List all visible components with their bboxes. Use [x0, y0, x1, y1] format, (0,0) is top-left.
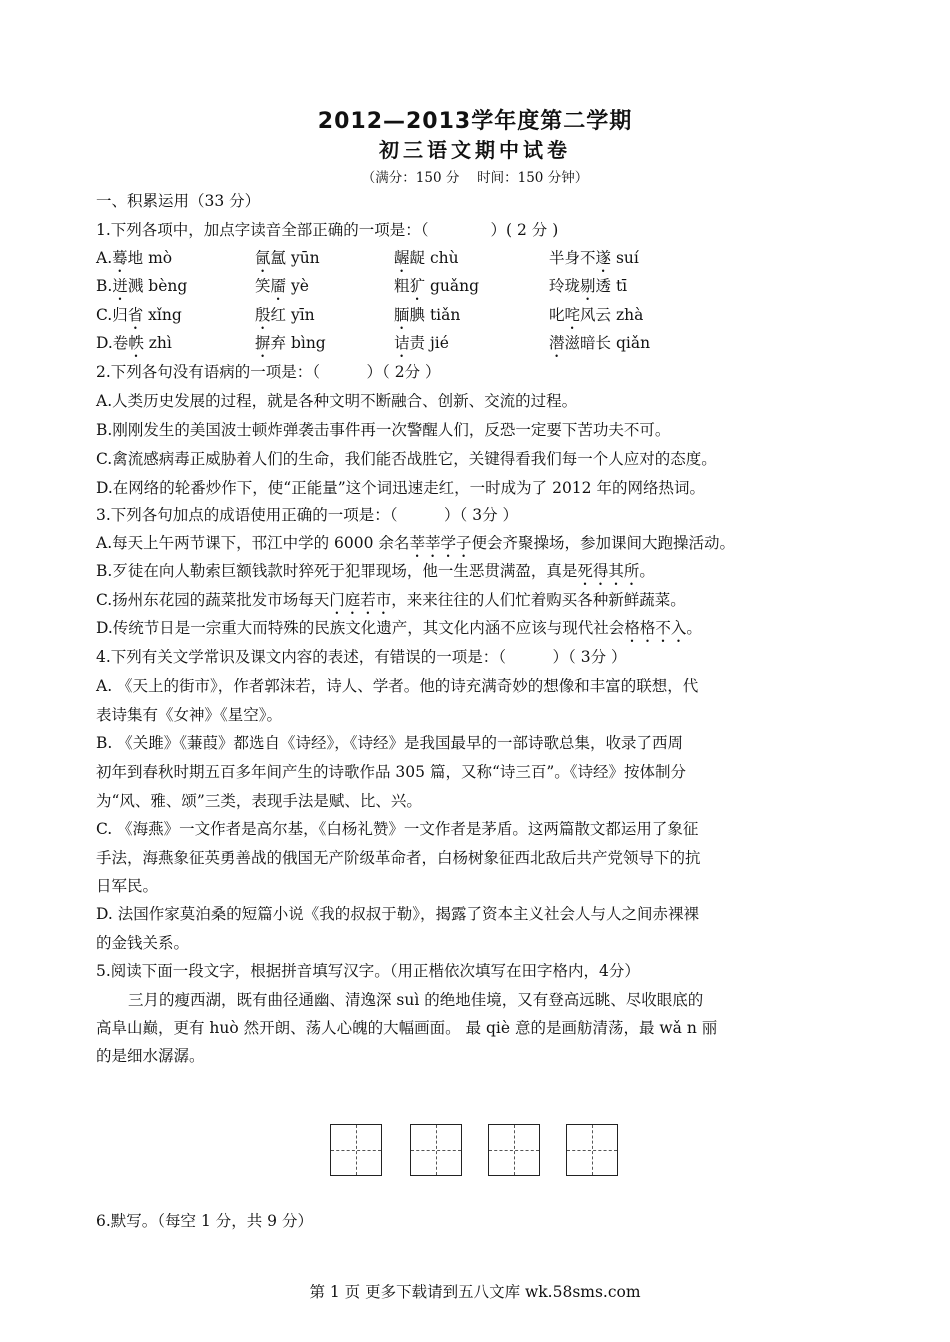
section-heading: 一、积累运用（33 分）	[96, 192, 261, 210]
q3-option-c: C.扬州东花园的蔬菜批发市场每天门庭若市，来来往往的人们忙着购买各种新鲜蔬菜。	[96, 591, 686, 609]
q1-option-d-item: 摒弃 bìng	[255, 334, 326, 352]
emphasized-char: 摒	[255, 334, 271, 352]
q1-option-c-item: 叱咤风云 zhà	[549, 306, 644, 324]
q2-option-a: A.人类历史发展的过程，就是各种文明不断融合、创新、交流的过程。	[96, 392, 578, 410]
q3-stem: 3.下列各句加点的成语使用正确的一项是：（ ）（ 3分 ）	[96, 506, 519, 524]
q4-option-d-line2: 的金钱关系。	[96, 934, 190, 952]
q1-option-a-item: 氤氲 yūn	[255, 249, 320, 267]
q2-option-b: B.刚刚发生的美国波士顿炸弹袭击事件再一次警醒人们，反恐一定要下苦功夫不可。	[96, 421, 671, 439]
exam-title: 2012—2013学年度第二学期	[317, 109, 633, 134]
q1-option-b-item: 笑靥 yè	[255, 277, 309, 295]
q1-option-c-item: 腼腆 tiǎn	[394, 306, 461, 324]
q1-option-d-item: D.卷帙 zhì	[96, 334, 172, 352]
answer-grid-cell[interactable]	[330, 1124, 382, 1176]
emphasized-char: 犷	[409, 277, 426, 295]
emphasized-idiom: 莘莘学子	[409, 534, 472, 552]
answer-grid-cell[interactable]	[410, 1124, 462, 1176]
q5-passage-line1: 三月的瘦西湖，既有曲径通幽、清逸深 suì 的绝地佳境，又有登高远眺、尽收眼底的	[128, 991, 704, 1009]
q1-option-a-item: A.蓦地 mò	[96, 249, 173, 267]
q5-passage-line2: 高阜山巅，更有 huò 然开朗、荡人心魄的大幅画面。 最 qiè 意的是画舫清荡，最 wǎ n 丽	[96, 1019, 718, 1037]
q5-stem: 5.阅读下面一段文字，根据拼音填写汉字。（用正楷依次填写在田字格内，4分）	[96, 962, 640, 980]
emphasized-char: 靥	[270, 277, 287, 295]
emphasized-idiom: 门庭若市	[329, 591, 392, 609]
q4-stem: 4.下列有关文学常识及课文内容的表述，有错误的一项是：（ ）（ 3分 ）	[96, 648, 627, 666]
q2-stem: 2.下列各句没有语病的一项是：（ ）（ 2分 ）	[96, 363, 441, 381]
answer-grid-cell[interactable]	[488, 1124, 540, 1176]
emphasized-char: 氤	[255, 249, 271, 267]
emphasized-char: 诘	[394, 334, 410, 352]
q3-option-a: A.每天上午两节课下，邗江中学的 6000 余名莘莘学子便会齐聚操场，参加课间大跑操活动。	[96, 534, 735, 552]
answer-grid-cell[interactable]	[566, 1124, 618, 1176]
emphasized-char: 蓦	[112, 249, 128, 267]
q1-option-d-item: 诘责 jié	[394, 334, 449, 352]
q4-option-d-line1: D. 法国作家莫泊桑的短篇小说《我的叔叔于勒》，揭露了资本主义社会人与人之间赤裸裸	[96, 905, 699, 923]
q1-option-b-item: B.迸溅 bèng	[96, 277, 188, 295]
q4-option-b-line2: 初年到春秋时期五百多年间产生的诗歌作品 305 篇，又称“诗三百”。《诗经》按体制分	[96, 763, 687, 781]
emphasized-char: 腼	[394, 306, 410, 324]
q2-option-c: C.禽流感病毒正威胁着人们的生命，我们能否战胜它，关键得看我们每一个人应对的态度。	[96, 450, 717, 468]
q4-option-a-line2: 表诗集有《女神》《星空》。	[96, 706, 283, 724]
q1-option-c-item: 殷红 yīn	[255, 306, 315, 324]
q4-option-b-line3: 为“风、雅、颂”三类，表现手法是赋、比、兴。	[96, 792, 422, 810]
emphasized-char: 迸	[112, 277, 128, 295]
q1-stem: 1.下列各项中，加点字读音全部正确的一项是：（ ）( 2 分 )	[96, 221, 559, 239]
exam-subtitle: 初三语文期中试卷	[379, 138, 571, 162]
q4-option-c-line2: 手法，海燕象征英勇善战的俄国无产阶级革命者，白杨树象征西北敌后共产党领导下的抗	[96, 849, 701, 867]
emphasized-idiom: 格格不入	[624, 619, 687, 637]
q2-option-d: D.在网络的轮番炒作下，使“正能量”这个词迅速走红，一时成为了 2012 年的网络热词。	[96, 479, 705, 497]
exam-info: （满分：150 分 时间：150 分钟）	[361, 170, 589, 186]
emphasized-char: 帙	[128, 334, 144, 352]
emphasized-char: 咤	[564, 306, 581, 324]
q4-option-a-line1: A. 《天上的街市》，作者郭沫若，诗人、学者。他的诗充满奇妙的想像和丰富的联想，代	[96, 677, 699, 695]
q1-option-a-item: 龌龊 chù	[394, 249, 459, 267]
emphasized-char: 剔	[580, 277, 596, 295]
q5-passage-line3: 的是细水潺潺。	[96, 1047, 205, 1065]
q1-option-b-item: 玲珑剔透 tī	[549, 277, 628, 295]
emphasized-char: 潜	[549, 334, 565, 352]
q4-option-b-line1: B. 《关雎》《蒹葭》都选自《诗经》，《诗经》是我国最早的一部诗歌总集，收录了西周	[96, 734, 683, 752]
q1-option-a-item: 半身不遂 suí	[549, 249, 639, 267]
q3-option-d: D.传统节日是一宗重大而特殊的民族文化遗产，其文化内涵不应该与现代社会格格不入。	[96, 619, 702, 637]
q3-option-b: B.歹徒在向人勒索巨额钱款时猝死于犯罪现场，他一生恶贯满盈，真是死得其所。	[96, 562, 655, 580]
q1-option-d-item: 潜滋暗长 qiǎn	[549, 334, 651, 352]
q1-option-b-item: 粗犷 guǎng	[394, 277, 480, 295]
emphasized-idiom: 死得其所	[577, 562, 640, 580]
answer-grid-group	[330, 1124, 630, 1178]
emphasized-char: 省	[127, 306, 144, 324]
q4-option-c-line1: C. 《海燕》一文作者是高尔基，《白杨礼赞》一文作者是茅盾。这两篇散文都运用了象征	[96, 820, 699, 838]
emphasized-char: 遂	[595, 249, 612, 267]
page-footer: 第 1 页 更多下载请到五八文库 wk.58sms.com	[309, 1283, 641, 1301]
q1-option-c-item: C.归省 xǐng	[96, 306, 182, 324]
emphasized-char: 殷	[255, 306, 271, 324]
emphasized-char: 龌	[394, 249, 410, 267]
q6-stem: 6.默写。（每空 1 分，共 9 分）	[96, 1212, 313, 1230]
q4-option-c-line3: 日军民。	[96, 877, 159, 895]
